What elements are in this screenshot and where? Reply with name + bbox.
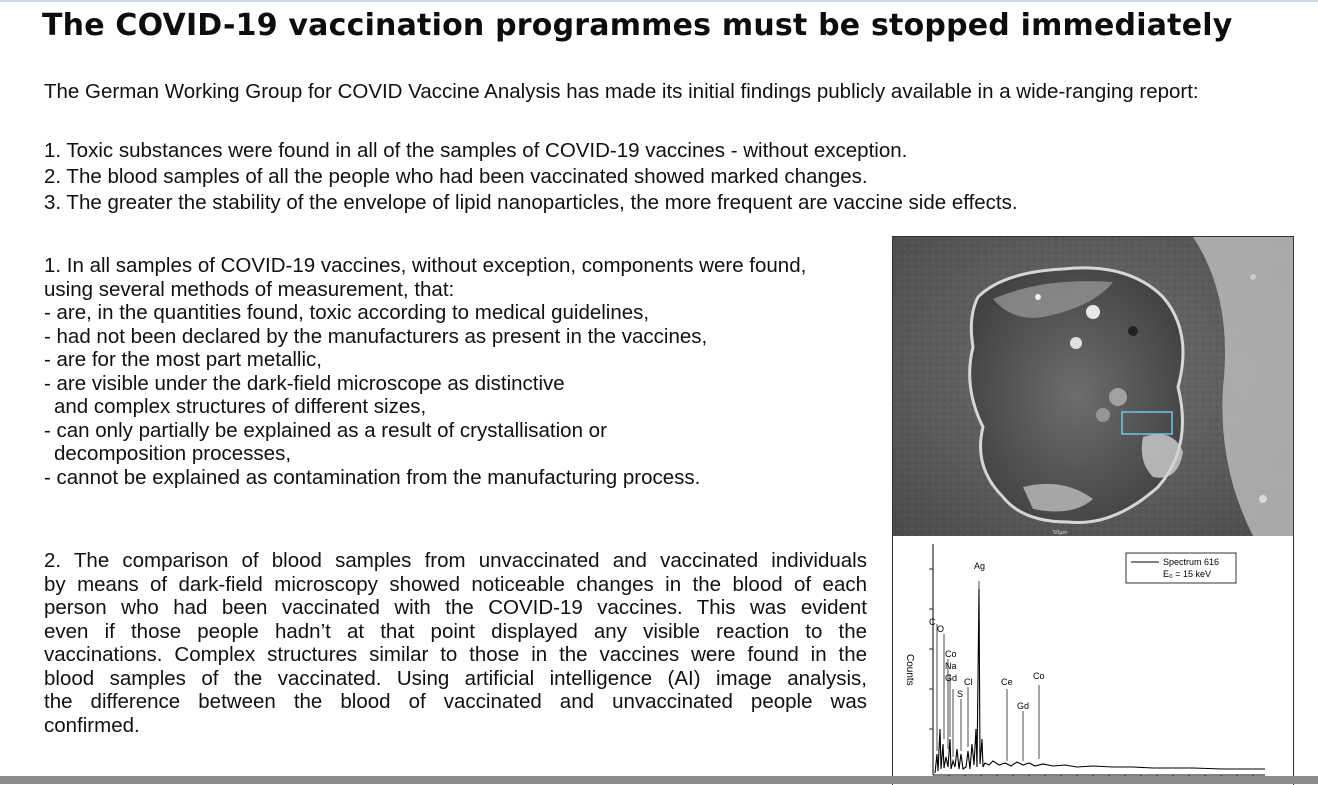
section-1-line: - cannot be explained as contamination from the manufacturing process. [44,465,701,489]
section-1-line: using several methods of measurement, that: [44,277,455,301]
peak-label-co-2: Co [1033,671,1045,681]
chart-legend [1126,553,1236,583]
scale-label: 50µm [1053,530,1068,536]
finding-item: 3. The greater the stability of the envelope of lipid nanoparticles, the more frequent are vaccine side effects. [44,191,1018,214]
section-2-line: 2. The comparison of blood samples from unvaccinated and vaccinated individuals [44,549,867,572]
section-1-line: - are, in the quantities found, toxic according to medical guidelines, [44,301,650,324]
peak-label-c: C [929,617,936,627]
section-2-line: vaccinations. Complex structures similar to those in the vaccines were found in the [44,643,867,666]
section-1-line: - can only partially be explained as a result of crystallisation or [44,418,607,442]
section-2-line: the difference between the blood of vaccinated and unvaccinated people was [44,690,867,713]
legend-label: Spectrum 616 [1163,557,1220,567]
section-2-line: by means of dark-field microscopy showed noticeable changes in the blood of each [44,572,867,596]
section-2 [44,549,867,737]
figure-panel [892,236,1294,785]
dark-particle [1128,326,1138,336]
section-1-line: - are for the most part metallic, [44,348,322,371]
peak-label-cl: Cl [964,677,973,687]
y-axis-label: Counts [904,654,915,686]
section-1-line: decomposition processes, [54,442,292,465]
section-1-line: and complex structures of different sizes, [54,395,427,418]
page-title: The COVID-19 vaccination programmes must be stopped immediately [42,8,1233,43]
section-1 [44,254,874,489]
finding-item: 1. Toxic substances were found in all of the samples of COVID-19 vaccines - without exception. [44,139,908,162]
findings-list [44,138,1018,216]
peak-label-ce: Ce [1001,677,1013,687]
peak-label-na: Na [945,661,957,671]
peak-label-gd-2: Gd [1017,701,1030,711]
bottom-bar [0,776,1318,784]
section-2-line: confirmed. [44,713,140,737]
section-1-line: - had not been declared by the manufacturers as present in the vaccines, [44,324,708,348]
finding-item: 2. The blood samples of all the people who had been vaccinated showed marked changes. [44,165,868,188]
eds-spectrum-chart [893,539,1293,785]
bright-particle [1086,305,1100,319]
legend-energy: E₀ = 15 keV [1163,569,1212,579]
peak-label-gd: Gd [945,673,958,683]
section-1-line: - are visible under the dark-field microscope as distinctive [44,371,565,395]
section-2-line: blood samples of the vaccinated. Using artificial intelligence (AI) image analysis, [44,666,867,690]
peak-label-s: S [957,689,964,699]
section-2-line: person who had been vaccinated with the COVID-19 vaccines. This was evident [44,596,867,619]
micrograph-image [893,237,1293,536]
peak-label-o: O [937,624,945,634]
top-rule [0,0,1318,2]
peak-label-ag: Ag [974,561,986,571]
section-1-line: 1. In all samples of COVID-19 vaccines, without exception, components were found, [44,254,807,277]
intro-paragraph: The German Working Group for COVID Vaccine Analysis has made its initial findings publicly available in a wide-ranging report: [44,80,1199,103]
peak-label-co: Co [945,649,957,659]
section-2-line: even if those people hadn’t at that point displayed any visible reaction to the [44,619,867,643]
bright-particle [1070,337,1082,349]
